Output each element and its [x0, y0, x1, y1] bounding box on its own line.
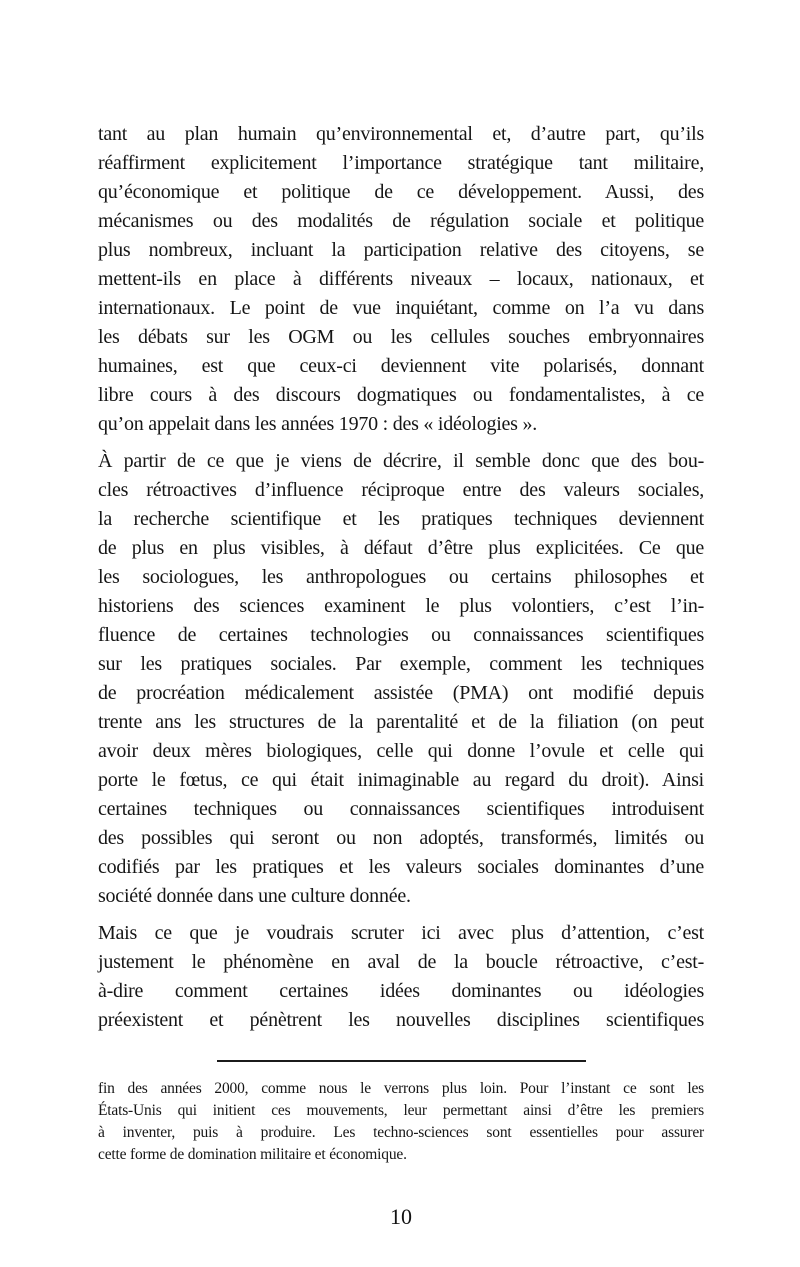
text-line: de procréation médicalement assistée (PMA) ont modifié depuis [98, 682, 704, 704]
footnote-line: à inventer, puis à produire. Les techno-sciences sont essentielles pour assurer [98, 1124, 704, 1141]
text-line: de plus en plus visibles, à défaut d’être plus explicitées. Ce que [98, 537, 704, 559]
text-line: sur les pratiques sociales. Par exemple, comment les techniques [98, 653, 704, 675]
body-paragraph [98, 919, 704, 1035]
text-line: certaines techniques ou connaissances scientifiques introduisent [98, 798, 704, 820]
body-text [98, 120, 704, 1035]
body-paragraph [98, 447, 704, 911]
page-number: 10 [390, 1204, 412, 1229]
body-paragraph [98, 120, 704, 439]
text-line: libre cours à des discours dogmatiques ou fondamentalistes, à ce [98, 384, 704, 406]
text-line: justement le phénomène en aval de la boucle rétroactive, c’est- [98, 951, 704, 973]
footnote-rule [217, 1060, 586, 1062]
footnote [98, 1078, 704, 1166]
text-line: humaines, est que ceux-ci deviennent vite polarisés, donnant [98, 355, 704, 377]
text-line: codifiés par les pratiques et les valeurs sociales dominantes d’une [98, 856, 704, 878]
text-line: société donnée dans une culture donnée. [98, 885, 411, 907]
text-line: porte le fœtus, ce qui était inimaginable au regard du droit). Ainsi [98, 769, 704, 791]
text-line: des possibles qui seront ou non adoptés, transformés, limités ou [98, 827, 704, 849]
text-line: qu’on appelait dans les années 1970 : des « idéologies ». [98, 413, 537, 435]
text-line: historiens des sciences examinent le plus volontiers, c’est l’in- [98, 595, 704, 617]
text-line: la recherche scientifique et les pratiques techniques deviennent [98, 508, 704, 530]
text-line: trente ans les structures de la parentalité et de la filiation (on peut [98, 711, 704, 733]
text-line: réaffirment explicitement l’importance stratégique tant militaire, [98, 152, 704, 174]
text-line: qu’économique et politique de ce développement. Aussi, des [98, 181, 704, 203]
text-line: les sociologues, les anthropologues ou certains philosophes et [98, 566, 704, 588]
text-line: fluence de certaines technologies ou connaissances scientifiques [98, 624, 704, 646]
text-line: préexistent et pénètrent les nouvelles disciplines scientifiques [98, 1009, 704, 1031]
text-line: internationaux. Le point de vue inquiétant, comme on l’a vu dans [98, 297, 704, 319]
text-line: tant au plan humain qu’environnemental et, d’autre part, qu’ils [98, 123, 704, 145]
text-line: avoir deux mères biologiques, celle qui donne l’ovule et celle qui [98, 740, 704, 762]
text-line: les débats sur les OGM ou les cellules souches embryonnaires [98, 326, 704, 348]
text-line: mécanismes ou des modalités de régulation sociale et politique [98, 210, 704, 232]
text-line: mettent-ils en place à différents niveaux – locaux, nationaux, et [98, 268, 704, 290]
text-line: À partir de ce que je viens de décrire, il semble donc que des bou- [98, 450, 704, 472]
footnote-line: cette forme de domination militaire et économique. [98, 1146, 407, 1163]
text-line: à-dire comment certaines idées dominantes ou idéologies [98, 980, 704, 1002]
footnote-line: États-Unis qui initient ces mouvements, leur permettant ainsi d’être les premiers [98, 1102, 704, 1119]
text-line: Mais ce que je voudrais scruter ici avec plus d’attention, c’est [98, 922, 704, 944]
text-line: plus nombreux, incluant la participation relative des citoyens, se [98, 239, 704, 261]
text-line: cles rétroactives d’influence réciproque entre des valeurs sociales, [98, 479, 704, 501]
footnote-line: fin des années 2000, comme nous le verrons plus loin. Pour l’instant ce sont les [98, 1080, 704, 1097]
